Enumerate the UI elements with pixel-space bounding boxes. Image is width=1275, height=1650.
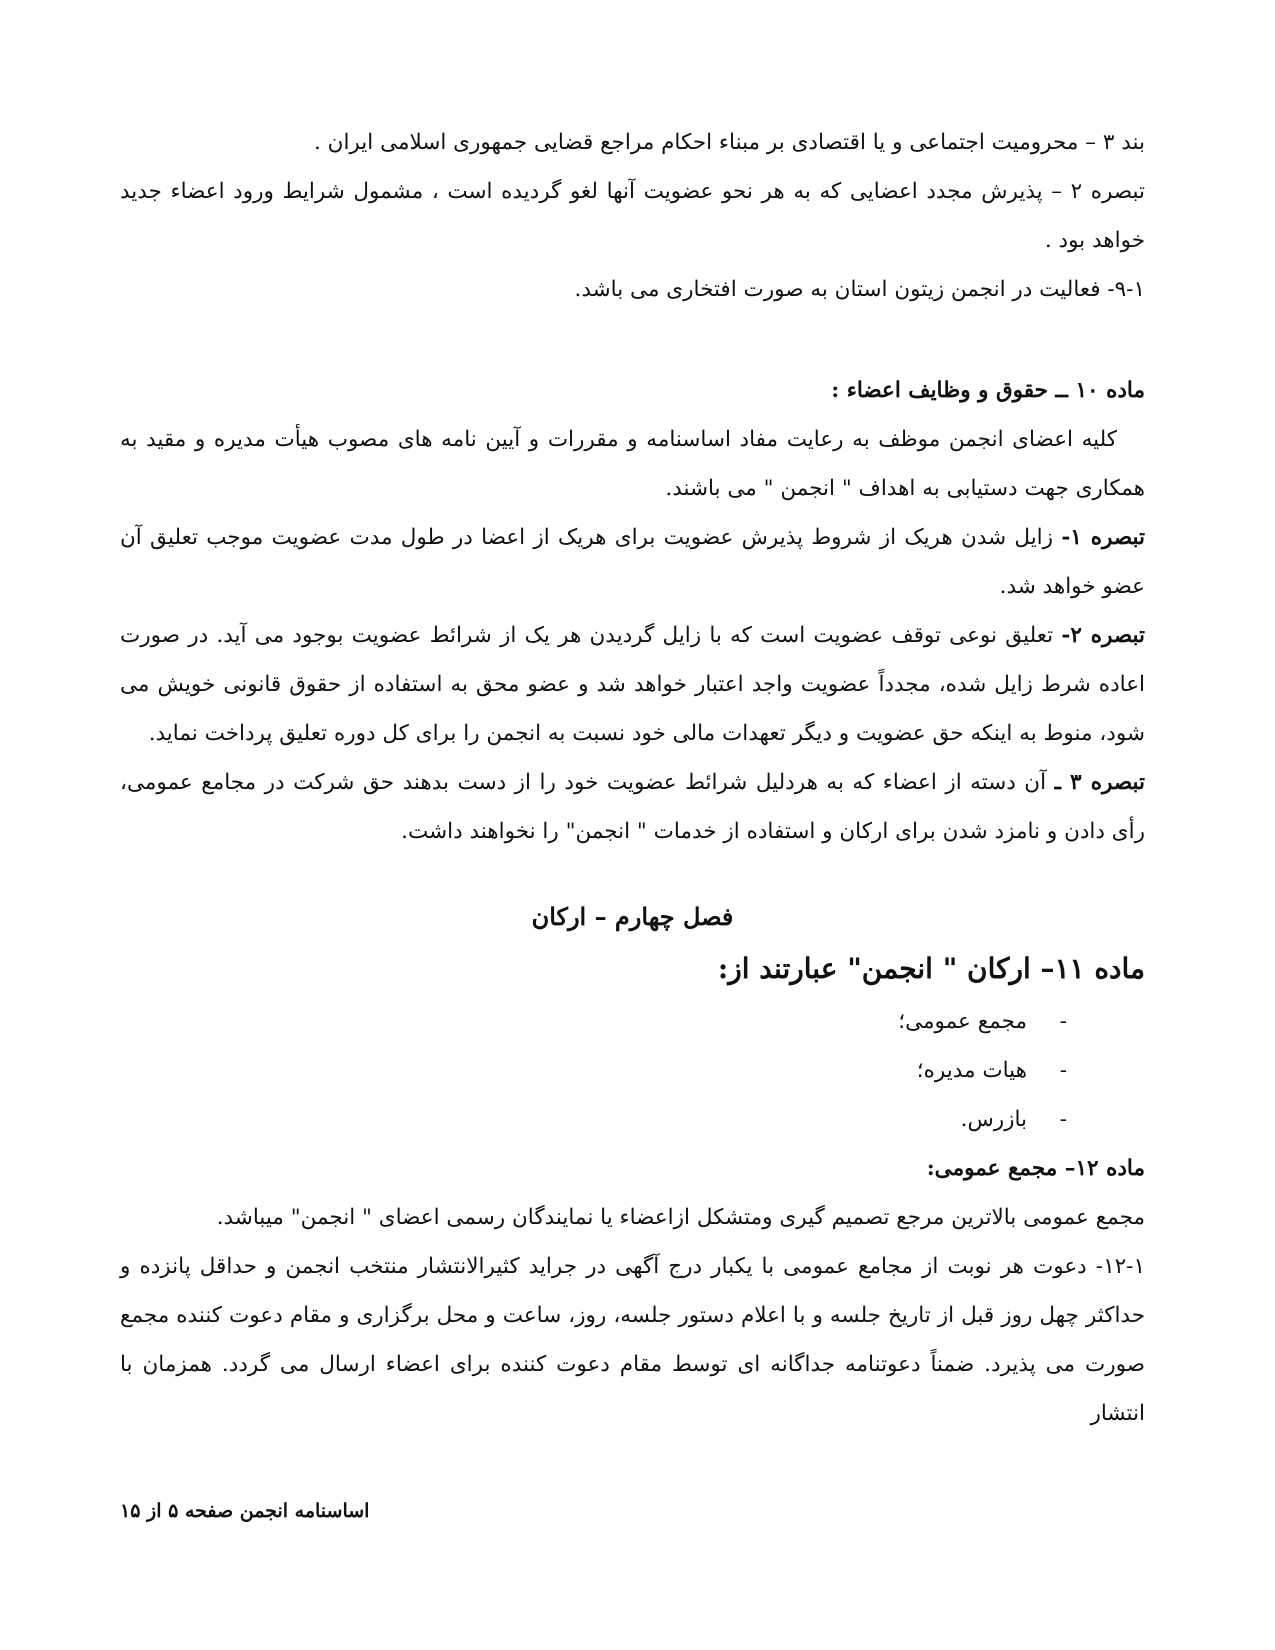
article-12-title: ماده ۱۲– مجمع عمومی: bbox=[926, 1156, 1145, 1181]
page-content bbox=[120, 118, 1145, 1438]
spacer bbox=[120, 856, 1145, 892]
note-label: تبصره ۲- bbox=[1061, 623, 1145, 648]
chapter-4-title: فصل چهارم – ارکان bbox=[531, 902, 734, 931]
dash-bullet: - bbox=[1059, 1009, 1067, 1034]
note-label: تبصره ۳ ـ bbox=[1054, 770, 1145, 795]
article-10-title: ماده ۱۰ ــ حقوق و وظایف اعضاء : bbox=[831, 378, 1145, 403]
item-9-1: ۹-۱- فعالیت در انجمن زیتون استان به صورت افتخاری می باشد. bbox=[574, 277, 1145, 302]
note-text: تعلیق نوعی توقف عضویت است که با زایل گردیدن هر یک از شرائط عضویت بوجود می آید. در صورت اعاده شرط زایل شده، مجدداً عضویت واجد اعتبار خواهد شد و عضو محق به استفاده از حقوق قانونی خویش می شود، منوط به اینکه حق عضویت و دیگر تعهدات مالی خود نسبت به انجمن را برای کل دوره تعلیق پرداخت نماید. bbox=[120, 623, 1145, 746]
note-text: آن دسته از اعضاء که به هردلیل شرائط عضویت خود را از دست بدهند حق شرکت در مجامع عمومی، رأی دادن و نامزد شدن برای ارکان و استفاده از خدمات " انجمن" را نخواهند داشت. bbox=[120, 770, 1145, 844]
article-10-body: کلیه اعضای انجمن موظف به رعایت مفاد اساسنامه و مقررات و آیین نامه های مصوب هیأت مدیره و مقید به همکاری جهت دستیابی به اهداف " انجمن " می باشند. bbox=[120, 427, 1145, 501]
list-item-text: هیات مدیره؛ bbox=[916, 1058, 1027, 1083]
item-12-1: ۱۲-۱- دعوت هر نوبت از مجامع عمومی با یکبار درج آگهی در جراید کثیرالانتشار منتخب انجمن و حداقل پانزده و حداکثر چهل روز قبل از تاریخ جلسه و با اعلام دستور جلسه، روز، ساعت و محل برگزاری و مقام دعوت کننده مجمع صورت می پذیرد. ضمناً دعوتنامه جداگانه ای توسط مقام دعوت کننده برای اعضاء ارسال می گردد. همزمان با انتشار bbox=[120, 1254, 1145, 1426]
dash-bullet: - bbox=[1059, 1107, 1067, 1132]
page-footer: اساسنامه انجمن صفحه ۵ از ۱۵ bbox=[120, 1500, 370, 1522]
clause-band-3: بند ۳ – محرومیت اجتماعی و یا اقتصادی بر مبناء احکام مراجع قضایی جمهوری اسلامی ایران . bbox=[314, 130, 1145, 155]
list-item bbox=[120, 997, 1067, 1046]
article-11-title: ماده ۱۱– ارکان " انجمن" عبارتند از: bbox=[717, 952, 1145, 985]
article-10-note-1 bbox=[120, 513, 1145, 611]
note-text: زایل شدن هریک از شروط پذیرش عضویت برای هریک از اعضا در طول مدت عضویت موجب تعلیق آن عضو خواهد شد. bbox=[120, 525, 1145, 599]
list-item-text: بازرس. bbox=[960, 1107, 1027, 1132]
article-10-note-3 bbox=[120, 758, 1145, 856]
article-10-note-2 bbox=[120, 611, 1145, 758]
list-item bbox=[120, 1095, 1067, 1144]
list-item-text: مجمع عمومی؛ bbox=[898, 1009, 1027, 1034]
list-item bbox=[120, 1046, 1067, 1095]
spacer bbox=[120, 314, 1145, 366]
article-12-body: مجمع عمومی بالاترین مرجع تصمیم گیری ومتشکل ازاعضاء یا نمایندگان رسمی اعضای " انجمن" میباشد. bbox=[216, 1205, 1145, 1230]
note-label: تبصره ۱- bbox=[1061, 525, 1145, 550]
organs-list bbox=[120, 997, 1145, 1144]
dash-bullet: - bbox=[1059, 1058, 1067, 1083]
note-2-membership-readmission: تبصره ۲ – پذیرش مجدد اعضایی که به هر نحو عضویت آنها لغو گردیده است ، مشمول شرایط ورود اعضاء جدید خواهد بود . bbox=[120, 179, 1146, 253]
